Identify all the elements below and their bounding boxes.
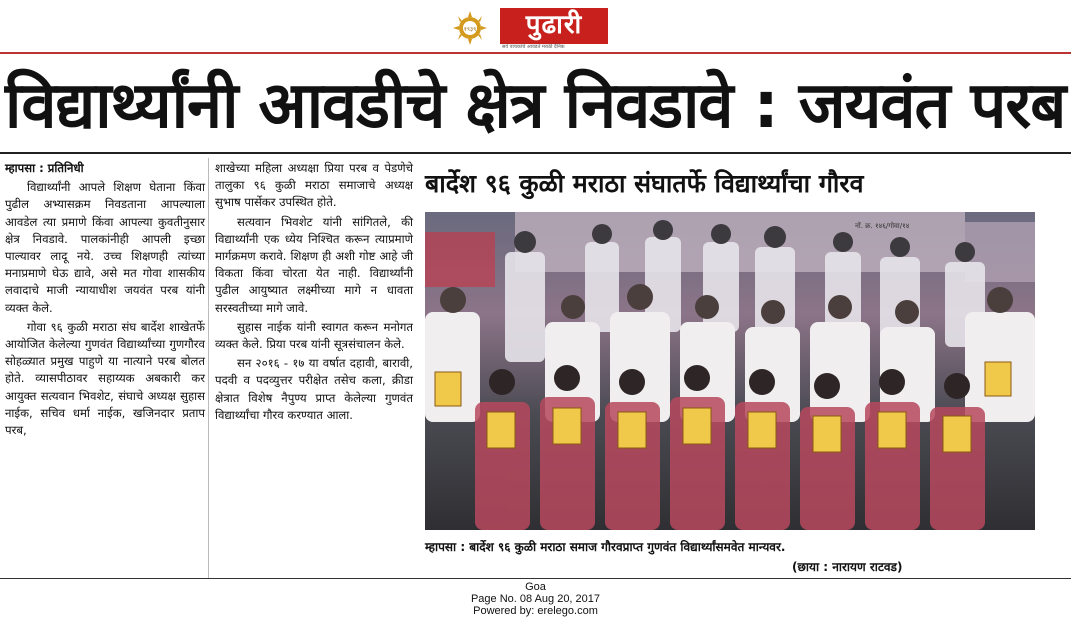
brand-name: पुढारी <box>500 8 608 44</box>
brand-tagline: सर्व वाचकांचे आवडते मराठी दैनिक <box>502 44 565 50</box>
masthead-rule <box>0 52 1071 54</box>
column-divider <box>208 158 209 578</box>
photo-subheadline: बार्देश ९६ कुळी मराठा संघातर्फे विद्यार्थ्यांचा गौरव <box>425 169 864 198</box>
group-photo-illustration <box>425 212 1035 530</box>
group-photo[interactable] <box>425 212 1035 530</box>
photo-credit: (छाया : नारायण राटवड) <box>792 560 903 574</box>
dateline: म्हापसा : प्रतिनिधी <box>5 161 84 175</box>
seal-label: १९३९ <box>463 26 477 33</box>
article-paragraph: सन २०१६ - १७ या वर्षात दहावी, बारावी, पदवी व पदव्युत्तर परीक्षेत तसेच कला, क्रीडा क्षेत्रात विशेष नैपुण्य प्राप्त केलेल्या गुणवंत विद्यार्थ्यांचा गौरव करण्यात आला. <box>215 356 413 422</box>
masthead <box>0 0 1071 56</box>
article-column-2 <box>215 160 413 426</box>
article-paragraph: सुहास नाईक यांनी स्वागत करून मनोगत व्यक्त केले. प्रिया परब यांनी सूत्रसंचालन केले. <box>215 319 413 352</box>
newspaper-logo[interactable] <box>450 8 610 48</box>
headline: विद्यार्थ्यांनी आवडीचे क्षेत्र निवडावे : जयवंत परब <box>5 69 1066 143</box>
page-footer <box>0 581 1071 617</box>
article-paragraph: शाखेच्या महिला अध्यक्षा प्रिया परब व पेडणेचे तालुका ९६ कुळी मराठा समाजाचे अध्यक्ष सुभाष पार्सेकर उपस्थित होते. <box>215 161 413 210</box>
footer-powered-by[interactable]: Powered by: erelego.com <box>473 605 598 617</box>
article-paragraph: विद्यार्थ्यांनी आपले शिक्षण घेताना किंवा पुढील अभ्यासक्रम निवडताना आपल्याला आवडेल त्या प्रमाणे किंवा आपल्या कुवतीनुसार क्षेत्र निवडावे. पालकांनीही आपली इच्छा पाल्यावर लादू नये. उच्च शिक्षणही त्यांच्या मनाप्रमाणे घेऊ द्यावे, असे मत गोवा शासकीय लवादाचे माजी न्यायाधीश जयवंत परब यांनी व्यक्त केले. <box>5 180 205 315</box>
footer-rule <box>0 578 1071 579</box>
backdrop-banner-text: नों. क्र. १४६/गोवा/१४ <box>855 222 910 230</box>
article-paragraph: सत्यवान भिवशेट यांनी सांगितले, की विद्यार्थ्यांनी एक ध्येय निश्चित करून त्याप्रमाणे मार्गक्रमण करावे. शिक्षण ही अशी गोष्ट आहे जी विकता किंवा चोरता येत नाही. विद्यार्थ्यांनी पुढील आयुष्यात लक्ष्मीच्या मागे न धावता सरस्वतीच्या मागे जावे. <box>215 214 413 315</box>
footer-edition: Goa <box>525 581 546 593</box>
footer-page-info: Page No. 08 Aug 20, 2017 <box>470 593 601 605</box>
article-column-1 <box>5 160 205 441</box>
sun-seal-icon <box>450 10 490 46</box>
article-paragraph: गोवा ९६ कुळी मराठा संघ बार्देश शाखेतर्फे आयोजित केलेल्या गुणवंत विद्यार्थ्यांच्या गुणगौरव सोहळ्यात प्रमुख पाहुणे या नात्याने परब बोलत होते. व्यासपीठावर सहाय्यक अबकारी कर आयुक्त सत्यवान भिवशेट, संघाचे अध्यक्ष सुहास नाईक, सचिव धर्मा नाईक, खजिनदार प्रताप परब, <box>5 319 205 438</box>
photo-caption: म्हापसा : बार्देश ९६ कुळी मराठा समाज गौरवप्राप्त गुणवंत विद्यार्थ्यांसमवेत मान्यवर. <box>425 540 786 554</box>
headline-rule <box>0 152 1071 154</box>
